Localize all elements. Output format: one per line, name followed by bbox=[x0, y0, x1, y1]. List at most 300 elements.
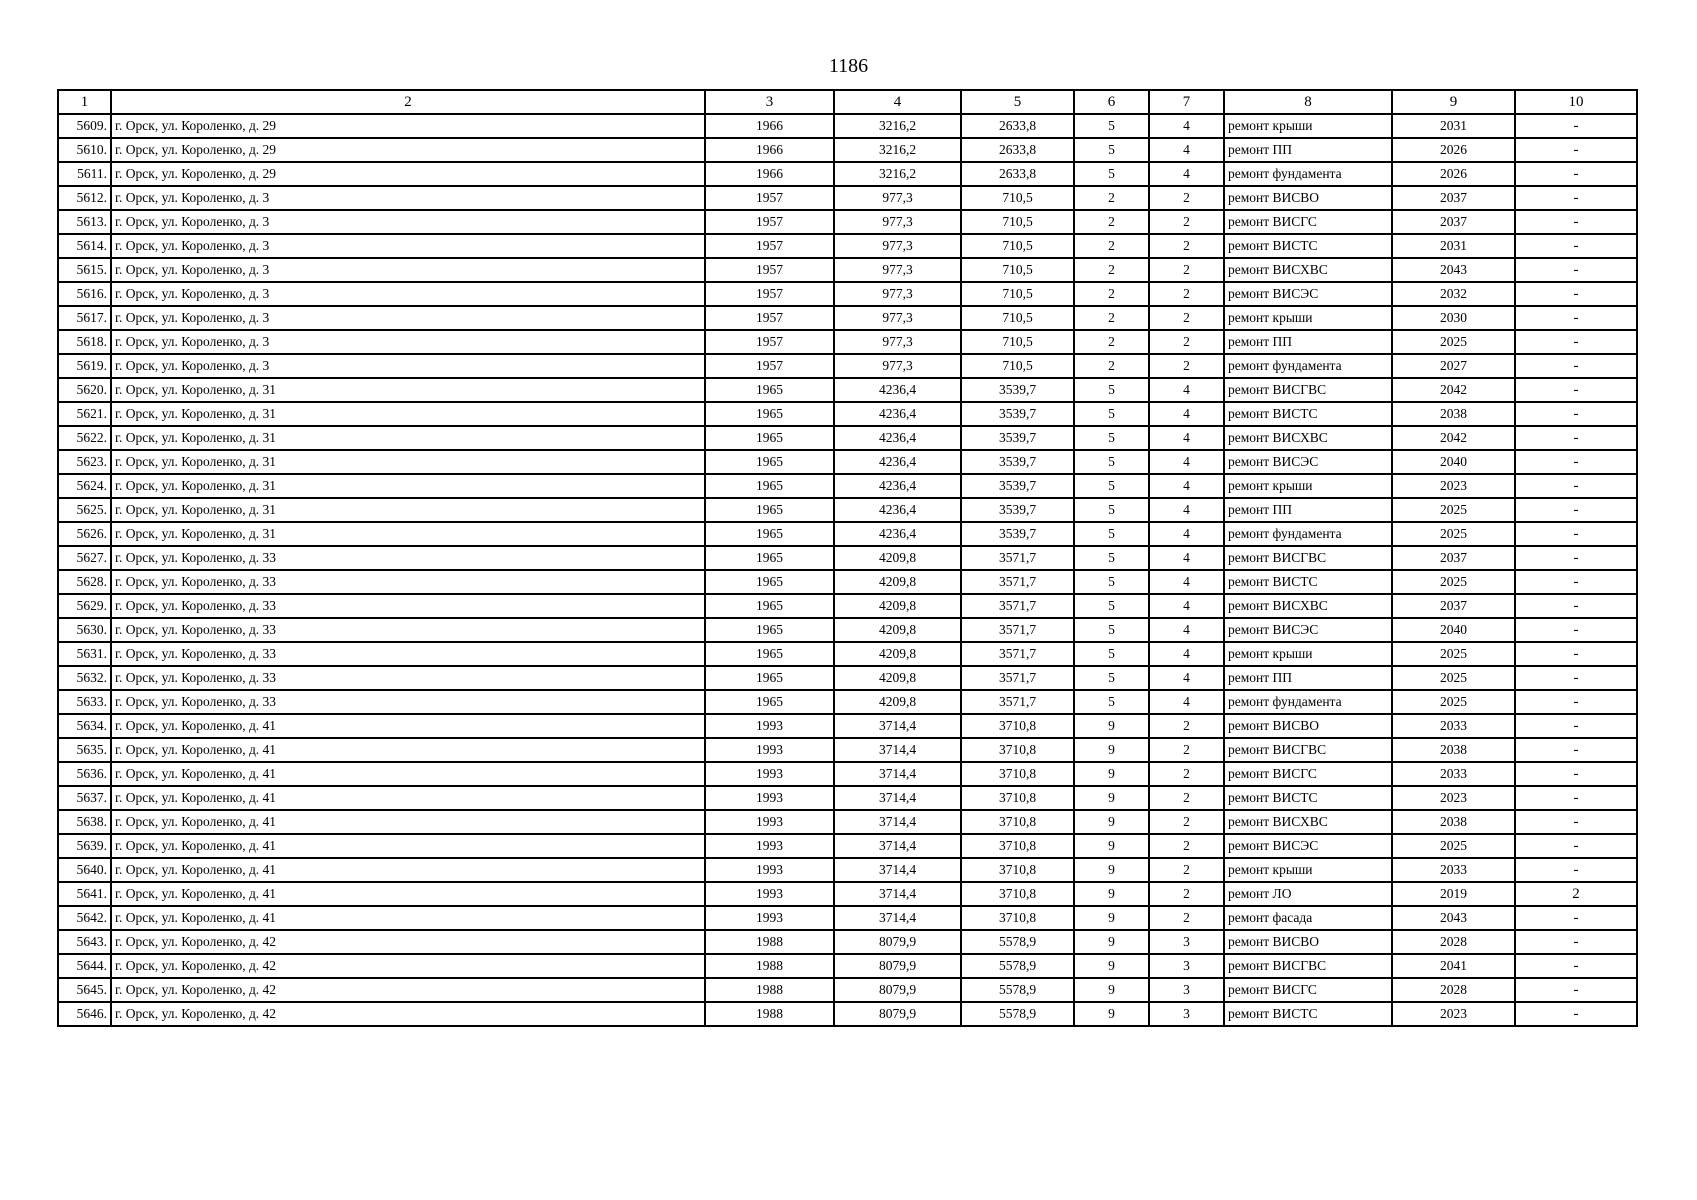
address-cell: г. Орск, ул. Короленко, д. 3 bbox=[111, 258, 705, 282]
note-cell: - bbox=[1515, 546, 1637, 570]
row-number-cell: 5636. bbox=[58, 762, 111, 786]
table-row bbox=[58, 378, 1637, 402]
floors-cell: 9 bbox=[1074, 882, 1149, 906]
build-year-cell: 1965 bbox=[705, 426, 834, 450]
column-header: 2 bbox=[111, 90, 705, 114]
living-area-cell: 3571,7 bbox=[961, 666, 1074, 690]
entrances-cell: 4 bbox=[1149, 546, 1224, 570]
entrances-cell: 4 bbox=[1149, 522, 1224, 546]
repair-type-cell: ремонт ПП bbox=[1224, 330, 1392, 354]
repair-type-cell: ремонт ЛО bbox=[1224, 882, 1392, 906]
column-header: 5 bbox=[961, 90, 1074, 114]
note-cell: - bbox=[1515, 426, 1637, 450]
register-body bbox=[58, 114, 1637, 1026]
repair-year-cell: 2041 bbox=[1392, 954, 1515, 978]
living-area-cell: 3571,7 bbox=[961, 690, 1074, 714]
address-cell: г. Орск, ул. Короленко, д. 41 bbox=[111, 834, 705, 858]
living-area-cell: 2633,8 bbox=[961, 114, 1074, 138]
note-cell: - bbox=[1515, 378, 1637, 402]
build-year-cell: 1966 bbox=[705, 114, 834, 138]
entrances-cell: 4 bbox=[1149, 666, 1224, 690]
living-area-cell: 3571,7 bbox=[961, 570, 1074, 594]
table-row bbox=[58, 1002, 1637, 1026]
living-area-cell: 3539,7 bbox=[961, 378, 1074, 402]
repair-type-cell: ремонт ВИСГВС bbox=[1224, 954, 1392, 978]
living-area-cell: 3539,7 bbox=[961, 450, 1074, 474]
build-year-cell: 1965 bbox=[705, 666, 834, 690]
repair-year-cell: 2033 bbox=[1392, 858, 1515, 882]
living-area-cell: 3710,8 bbox=[961, 786, 1074, 810]
build-year-cell: 1965 bbox=[705, 570, 834, 594]
repair-year-cell: 2037 bbox=[1392, 210, 1515, 234]
note-cell: - bbox=[1515, 978, 1637, 1002]
build-year-cell: 1966 bbox=[705, 138, 834, 162]
address-cell: г. Орск, ул. Короленко, д. 33 bbox=[111, 546, 705, 570]
column-header: 7 bbox=[1149, 90, 1224, 114]
column-header: 10 bbox=[1515, 90, 1637, 114]
floors-cell: 5 bbox=[1074, 114, 1149, 138]
note-cell: - bbox=[1515, 1002, 1637, 1026]
table-row bbox=[58, 282, 1637, 306]
living-area-cell: 5578,9 bbox=[961, 930, 1074, 954]
address-cell: г. Орск, ул. Короленко, д. 33 bbox=[111, 570, 705, 594]
entrances-cell: 2 bbox=[1149, 786, 1224, 810]
repair-year-cell: 2025 bbox=[1392, 570, 1515, 594]
repair-year-cell: 2038 bbox=[1392, 738, 1515, 762]
living-area-cell: 3710,8 bbox=[961, 714, 1074, 738]
row-number-cell: 5644. bbox=[58, 954, 111, 978]
address-cell: г. Орск, ул. Короленко, д. 3 bbox=[111, 282, 705, 306]
entrances-cell: 2 bbox=[1149, 258, 1224, 282]
total-area-cell: 4209,8 bbox=[834, 594, 961, 618]
total-area-cell: 3216,2 bbox=[834, 162, 961, 186]
build-year-cell: 1957 bbox=[705, 210, 834, 234]
floors-cell: 5 bbox=[1074, 666, 1149, 690]
repair-type-cell: ремонт ВИСГС bbox=[1224, 210, 1392, 234]
table-row bbox=[58, 186, 1637, 210]
living-area-cell: 5578,9 bbox=[961, 954, 1074, 978]
note-cell: - bbox=[1515, 522, 1637, 546]
repair-register-table bbox=[57, 89, 1638, 1027]
table-row bbox=[58, 570, 1637, 594]
address-cell: г. Орск, ул. Короленко, д. 31 bbox=[111, 474, 705, 498]
note-cell: - bbox=[1515, 858, 1637, 882]
table-row bbox=[58, 258, 1637, 282]
row-number-cell: 5609. bbox=[58, 114, 111, 138]
repair-type-cell: ремонт ПП bbox=[1224, 666, 1392, 690]
build-year-cell: 1957 bbox=[705, 282, 834, 306]
total-area-cell: 3714,4 bbox=[834, 810, 961, 834]
table-row bbox=[58, 498, 1637, 522]
address-cell: г. Орск, ул. Короленко, д. 3 bbox=[111, 330, 705, 354]
repair-type-cell: ремонт фундамента bbox=[1224, 522, 1392, 546]
address-cell: г. Орск, ул. Короленко, д. 29 bbox=[111, 114, 705, 138]
header-row bbox=[58, 90, 1637, 114]
floors-cell: 5 bbox=[1074, 426, 1149, 450]
table-row bbox=[58, 402, 1637, 426]
repair-year-cell: 2023 bbox=[1392, 1002, 1515, 1026]
note-cell: - bbox=[1515, 210, 1637, 234]
address-cell: г. Орск, ул. Короленко, д. 31 bbox=[111, 522, 705, 546]
living-area-cell: 3539,7 bbox=[961, 474, 1074, 498]
repair-type-cell: ремонт крыши bbox=[1224, 642, 1392, 666]
entrances-cell: 4 bbox=[1149, 474, 1224, 498]
living-area-cell: 3710,8 bbox=[961, 906, 1074, 930]
table-row bbox=[58, 330, 1637, 354]
entrances-cell: 2 bbox=[1149, 858, 1224, 882]
floors-cell: 9 bbox=[1074, 930, 1149, 954]
row-number-cell: 5615. bbox=[58, 258, 111, 282]
living-area-cell: 3710,8 bbox=[961, 738, 1074, 762]
row-number-cell: 5643. bbox=[58, 930, 111, 954]
build-year-cell: 1988 bbox=[705, 930, 834, 954]
note-cell: - bbox=[1515, 786, 1637, 810]
total-area-cell: 3714,4 bbox=[834, 714, 961, 738]
note-cell: - bbox=[1515, 258, 1637, 282]
total-area-cell: 4209,8 bbox=[834, 570, 961, 594]
total-area-cell: 4236,4 bbox=[834, 450, 961, 474]
entrances-cell: 2 bbox=[1149, 738, 1224, 762]
row-number-cell: 5610. bbox=[58, 138, 111, 162]
entrances-cell: 4 bbox=[1149, 618, 1224, 642]
note-cell: - bbox=[1515, 162, 1637, 186]
column-header: 8 bbox=[1224, 90, 1392, 114]
entrances-cell: 2 bbox=[1149, 354, 1224, 378]
table-row bbox=[58, 666, 1637, 690]
build-year-cell: 1965 bbox=[705, 690, 834, 714]
address-cell: г. Орск, ул. Короленко, д. 31 bbox=[111, 498, 705, 522]
note-cell: - bbox=[1515, 138, 1637, 162]
note-cell: - bbox=[1515, 642, 1637, 666]
address-cell: г. Орск, ул. Короленко, д. 42 bbox=[111, 1002, 705, 1026]
entrances-cell: 2 bbox=[1149, 834, 1224, 858]
living-area-cell: 3571,7 bbox=[961, 618, 1074, 642]
floors-cell: 5 bbox=[1074, 690, 1149, 714]
repair-type-cell: ремонт ВИСЭС bbox=[1224, 618, 1392, 642]
living-area-cell: 3710,8 bbox=[961, 762, 1074, 786]
table-row bbox=[58, 306, 1637, 330]
repair-year-cell: 2042 bbox=[1392, 378, 1515, 402]
build-year-cell: 1965 bbox=[705, 498, 834, 522]
living-area-cell: 710,5 bbox=[961, 186, 1074, 210]
floors-cell: 2 bbox=[1074, 306, 1149, 330]
entrances-cell: 2 bbox=[1149, 330, 1224, 354]
entrances-cell: 4 bbox=[1149, 570, 1224, 594]
living-area-cell: 710,5 bbox=[961, 258, 1074, 282]
living-area-cell: 3710,8 bbox=[961, 810, 1074, 834]
living-area-cell: 5578,9 bbox=[961, 978, 1074, 1002]
row-number-cell: 5613. bbox=[58, 210, 111, 234]
entrances-cell: 3 bbox=[1149, 930, 1224, 954]
repair-type-cell: ремонт крыши bbox=[1224, 858, 1392, 882]
living-area-cell: 3571,7 bbox=[961, 642, 1074, 666]
note-cell: - bbox=[1515, 570, 1637, 594]
repair-type-cell: ремонт ВИСТС bbox=[1224, 786, 1392, 810]
note-cell: - bbox=[1515, 690, 1637, 714]
build-year-cell: 1993 bbox=[705, 738, 834, 762]
row-number-cell: 5618. bbox=[58, 330, 111, 354]
repair-type-cell: ремонт фундамента bbox=[1224, 162, 1392, 186]
table-row bbox=[58, 834, 1637, 858]
address-cell: г. Орск, ул. Короленко, д. 41 bbox=[111, 786, 705, 810]
address-cell: г. Орск, ул. Короленко, д. 33 bbox=[111, 666, 705, 690]
repair-year-cell: 2025 bbox=[1392, 690, 1515, 714]
repair-year-cell: 2037 bbox=[1392, 186, 1515, 210]
table-row bbox=[58, 450, 1637, 474]
total-area-cell: 3714,4 bbox=[834, 858, 961, 882]
note-cell: 2 bbox=[1515, 882, 1637, 906]
floors-cell: 5 bbox=[1074, 378, 1149, 402]
table-row bbox=[58, 954, 1637, 978]
table-row bbox=[58, 858, 1637, 882]
floors-cell: 5 bbox=[1074, 546, 1149, 570]
floors-cell: 5 bbox=[1074, 522, 1149, 546]
repair-year-cell: 2040 bbox=[1392, 618, 1515, 642]
row-number-cell: 5645. bbox=[58, 978, 111, 1002]
entrances-cell: 4 bbox=[1149, 378, 1224, 402]
table-row bbox=[58, 138, 1637, 162]
repair-type-cell: ремонт крыши bbox=[1224, 306, 1392, 330]
floors-cell: 5 bbox=[1074, 450, 1149, 474]
floors-cell: 9 bbox=[1074, 1002, 1149, 1026]
address-cell: г. Орск, ул. Короленко, д. 29 bbox=[111, 138, 705, 162]
note-cell: - bbox=[1515, 666, 1637, 690]
total-area-cell: 4236,4 bbox=[834, 426, 961, 450]
repair-type-cell: ремонт ВИСХВС bbox=[1224, 594, 1392, 618]
row-number-cell: 5634. bbox=[58, 714, 111, 738]
table-row bbox=[58, 786, 1637, 810]
repair-year-cell: 2043 bbox=[1392, 258, 1515, 282]
repair-year-cell: 2038 bbox=[1392, 810, 1515, 834]
living-area-cell: 3539,7 bbox=[961, 402, 1074, 426]
total-area-cell: 8079,9 bbox=[834, 954, 961, 978]
table-row bbox=[58, 978, 1637, 1002]
repair-type-cell: ремонт ВИСТС bbox=[1224, 402, 1392, 426]
note-cell: - bbox=[1515, 114, 1637, 138]
repair-year-cell: 2025 bbox=[1392, 498, 1515, 522]
repair-year-cell: 2025 bbox=[1392, 642, 1515, 666]
entrances-cell: 3 bbox=[1149, 954, 1224, 978]
table-row bbox=[58, 234, 1637, 258]
living-area-cell: 3539,7 bbox=[961, 498, 1074, 522]
build-year-cell: 1993 bbox=[705, 906, 834, 930]
floors-cell: 5 bbox=[1074, 162, 1149, 186]
note-cell: - bbox=[1515, 906, 1637, 930]
build-year-cell: 1993 bbox=[705, 786, 834, 810]
repair-type-cell: ремонт ВИСГВС bbox=[1224, 378, 1392, 402]
floors-cell: 9 bbox=[1074, 714, 1149, 738]
floors-cell: 9 bbox=[1074, 810, 1149, 834]
row-number-cell: 5635. bbox=[58, 738, 111, 762]
repair-type-cell: ремонт ВИСЭС bbox=[1224, 282, 1392, 306]
floors-cell: 2 bbox=[1074, 234, 1149, 258]
row-number-cell: 5640. bbox=[58, 858, 111, 882]
entrances-cell: 4 bbox=[1149, 114, 1224, 138]
address-cell: г. Орск, ул. Короленко, д. 41 bbox=[111, 858, 705, 882]
entrances-cell: 4 bbox=[1149, 498, 1224, 522]
entrances-cell: 2 bbox=[1149, 282, 1224, 306]
row-number-cell: 5631. bbox=[58, 642, 111, 666]
repair-type-cell: ремонт ВИСГС bbox=[1224, 762, 1392, 786]
floors-cell: 9 bbox=[1074, 834, 1149, 858]
floors-cell: 5 bbox=[1074, 594, 1149, 618]
note-cell: - bbox=[1515, 330, 1637, 354]
living-area-cell: 710,5 bbox=[961, 306, 1074, 330]
repair-year-cell: 2040 bbox=[1392, 450, 1515, 474]
table-row bbox=[58, 546, 1637, 570]
repair-year-cell: 2030 bbox=[1392, 306, 1515, 330]
build-year-cell: 1993 bbox=[705, 810, 834, 834]
column-header: 6 bbox=[1074, 90, 1149, 114]
build-year-cell: 1965 bbox=[705, 378, 834, 402]
total-area-cell: 4209,8 bbox=[834, 642, 961, 666]
repair-type-cell: ремонт ВИСХВС bbox=[1224, 258, 1392, 282]
total-area-cell: 4236,4 bbox=[834, 498, 961, 522]
address-cell: г. Орск, ул. Короленко, д. 31 bbox=[111, 450, 705, 474]
note-cell: - bbox=[1515, 714, 1637, 738]
note-cell: - bbox=[1515, 834, 1637, 858]
living-area-cell: 5578,9 bbox=[961, 1002, 1074, 1026]
total-area-cell: 3714,4 bbox=[834, 786, 961, 810]
build-year-cell: 1957 bbox=[705, 354, 834, 378]
repair-year-cell: 2025 bbox=[1392, 330, 1515, 354]
entrances-cell: 2 bbox=[1149, 306, 1224, 330]
address-cell: г. Орск, ул. Короленко, д. 33 bbox=[111, 618, 705, 642]
row-number-cell: 5639. bbox=[58, 834, 111, 858]
total-area-cell: 977,3 bbox=[834, 282, 961, 306]
total-area-cell: 3714,4 bbox=[834, 762, 961, 786]
living-area-cell: 2633,8 bbox=[961, 138, 1074, 162]
repair-year-cell: 2037 bbox=[1392, 546, 1515, 570]
table-row bbox=[58, 474, 1637, 498]
total-area-cell: 8079,9 bbox=[834, 930, 961, 954]
total-area-cell: 3714,4 bbox=[834, 906, 961, 930]
address-cell: г. Орск, ул. Короленко, д. 33 bbox=[111, 690, 705, 714]
living-area-cell: 710,5 bbox=[961, 330, 1074, 354]
floors-cell: 5 bbox=[1074, 402, 1149, 426]
repair-year-cell: 2031 bbox=[1392, 234, 1515, 258]
floors-cell: 9 bbox=[1074, 762, 1149, 786]
floors-cell: 5 bbox=[1074, 570, 1149, 594]
repair-type-cell: ремонт ВИСЭС bbox=[1224, 834, 1392, 858]
table-row bbox=[58, 522, 1637, 546]
living-area-cell: 3539,7 bbox=[961, 426, 1074, 450]
repair-year-cell: 2028 bbox=[1392, 930, 1515, 954]
repair-year-cell: 2037 bbox=[1392, 594, 1515, 618]
total-area-cell: 977,3 bbox=[834, 258, 961, 282]
address-cell: г. Орск, ул. Короленко, д. 41 bbox=[111, 810, 705, 834]
entrances-cell: 4 bbox=[1149, 426, 1224, 450]
build-year-cell: 1988 bbox=[705, 954, 834, 978]
row-number-cell: 5628. bbox=[58, 570, 111, 594]
living-area-cell: 3710,8 bbox=[961, 834, 1074, 858]
note-cell: - bbox=[1515, 474, 1637, 498]
floors-cell: 5 bbox=[1074, 498, 1149, 522]
repair-year-cell: 2033 bbox=[1392, 762, 1515, 786]
total-area-cell: 4236,4 bbox=[834, 474, 961, 498]
repair-year-cell: 2025 bbox=[1392, 522, 1515, 546]
entrances-cell: 4 bbox=[1149, 450, 1224, 474]
column-header: 3 bbox=[705, 90, 834, 114]
note-cell: - bbox=[1515, 234, 1637, 258]
table-row bbox=[58, 162, 1637, 186]
row-number-cell: 5621. bbox=[58, 402, 111, 426]
address-cell: г. Орск, ул. Короленко, д. 41 bbox=[111, 762, 705, 786]
row-number-cell: 5616. bbox=[58, 282, 111, 306]
total-area-cell: 977,3 bbox=[834, 234, 961, 258]
total-area-cell: 977,3 bbox=[834, 306, 961, 330]
living-area-cell: 710,5 bbox=[961, 210, 1074, 234]
note-cell: - bbox=[1515, 810, 1637, 834]
total-area-cell: 4209,8 bbox=[834, 666, 961, 690]
address-cell: г. Орск, ул. Короленко, д. 41 bbox=[111, 714, 705, 738]
repair-type-cell: ремонт ВИСГВС bbox=[1224, 738, 1392, 762]
entrances-cell: 2 bbox=[1149, 906, 1224, 930]
address-cell: г. Орск, ул. Короленко, д. 3 bbox=[111, 354, 705, 378]
address-cell: г. Орск, ул. Короленко, д. 33 bbox=[111, 594, 705, 618]
repair-year-cell: 2033 bbox=[1392, 714, 1515, 738]
repair-type-cell: ремонт фундамента bbox=[1224, 690, 1392, 714]
table-row bbox=[58, 762, 1637, 786]
address-cell: г. Орск, ул. Короленко, д. 3 bbox=[111, 210, 705, 234]
repair-type-cell: ремонт ВИСГВС bbox=[1224, 546, 1392, 570]
total-area-cell: 977,3 bbox=[834, 330, 961, 354]
total-area-cell: 3216,2 bbox=[834, 138, 961, 162]
living-area-cell: 3571,7 bbox=[961, 594, 1074, 618]
row-number-cell: 5637. bbox=[58, 786, 111, 810]
repair-year-cell: 2027 bbox=[1392, 354, 1515, 378]
row-number-cell: 5622. bbox=[58, 426, 111, 450]
floors-cell: 2 bbox=[1074, 210, 1149, 234]
table-row bbox=[58, 930, 1637, 954]
repair-type-cell: ремонт ВИСГС bbox=[1224, 978, 1392, 1002]
repair-type-cell: ремонт ВИСВО bbox=[1224, 930, 1392, 954]
row-number-cell: 5641. bbox=[58, 882, 111, 906]
build-year-cell: 1965 bbox=[705, 522, 834, 546]
total-area-cell: 977,3 bbox=[834, 354, 961, 378]
row-number-cell: 5614. bbox=[58, 234, 111, 258]
build-year-cell: 1993 bbox=[705, 714, 834, 738]
table-row bbox=[58, 882, 1637, 906]
living-area-cell: 710,5 bbox=[961, 234, 1074, 258]
table-row bbox=[58, 618, 1637, 642]
build-year-cell: 1993 bbox=[705, 834, 834, 858]
address-cell: г. Орск, ул. Короленко, д. 41 bbox=[111, 906, 705, 930]
build-year-cell: 1965 bbox=[705, 450, 834, 474]
repair-type-cell: ремонт фасада bbox=[1224, 906, 1392, 930]
build-year-cell: 1965 bbox=[705, 618, 834, 642]
address-cell: г. Орск, ул. Короленко, д. 31 bbox=[111, 426, 705, 450]
note-cell: - bbox=[1515, 954, 1637, 978]
entrances-cell: 4 bbox=[1149, 162, 1224, 186]
repair-year-cell: 2032 bbox=[1392, 282, 1515, 306]
row-number-cell: 5626. bbox=[58, 522, 111, 546]
row-number-cell: 5620. bbox=[58, 378, 111, 402]
note-cell: - bbox=[1515, 450, 1637, 474]
row-number-cell: 5629. bbox=[58, 594, 111, 618]
repair-year-cell: 2023 bbox=[1392, 786, 1515, 810]
address-cell: г. Орск, ул. Короленко, д. 33 bbox=[111, 642, 705, 666]
address-cell: г. Орск, ул. Короленко, д. 42 bbox=[111, 954, 705, 978]
row-number-cell: 5632. bbox=[58, 666, 111, 690]
repair-type-cell: ремонт ВИСВО bbox=[1224, 714, 1392, 738]
address-cell: г. Орск, ул. Короленко, д. 3 bbox=[111, 306, 705, 330]
repair-type-cell: ремонт ПП bbox=[1224, 498, 1392, 522]
entrances-cell: 2 bbox=[1149, 762, 1224, 786]
living-area-cell: 3571,7 bbox=[961, 546, 1074, 570]
address-cell: г. Орск, ул. Короленко, д. 29 bbox=[111, 162, 705, 186]
repair-type-cell: ремонт ВИСТС bbox=[1224, 570, 1392, 594]
